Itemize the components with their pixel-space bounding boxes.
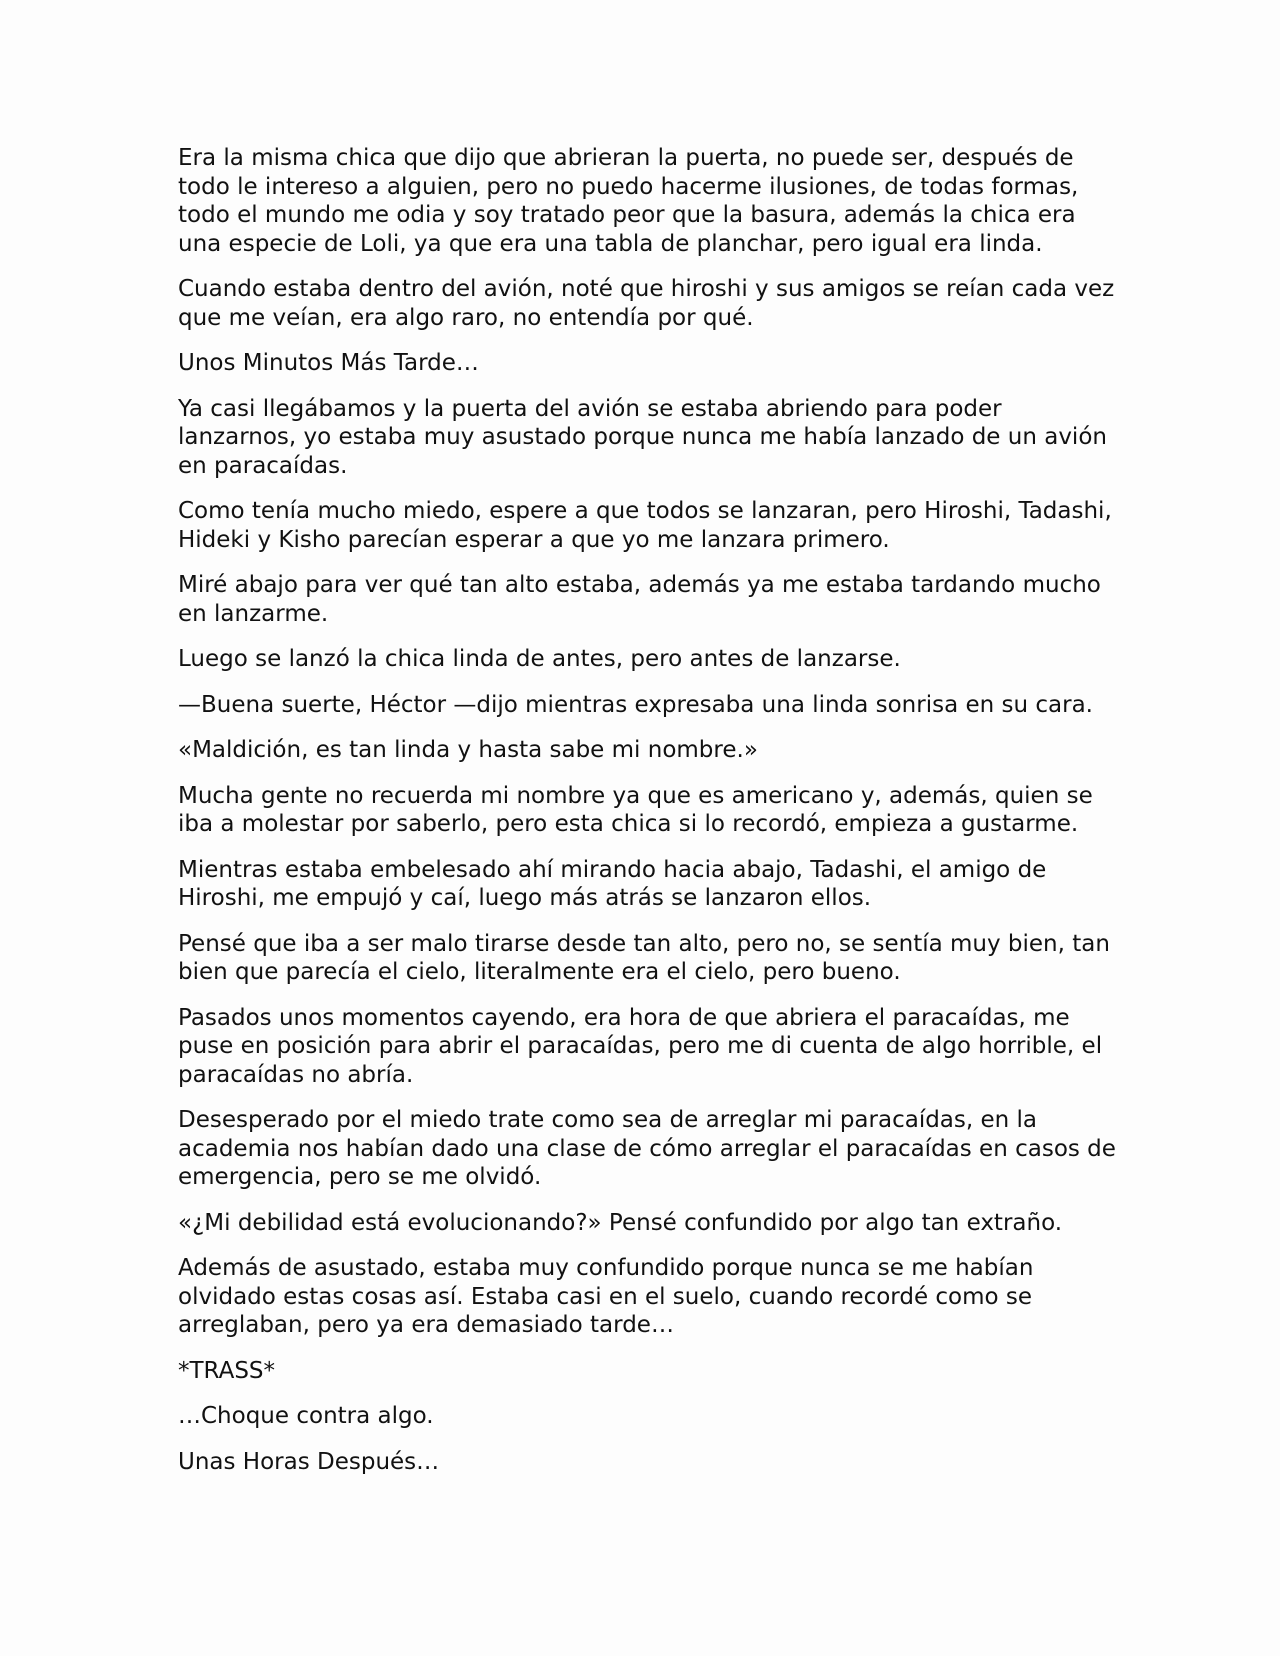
dialogue-line: —Buena suerte, Héctor —dijo mientras expresaba una linda sonrisa en su cara. xyxy=(178,691,1093,718)
sound-effect: *TRASS* xyxy=(178,1357,276,1384)
paragraph: Luego se lanzó la chica linda de antes, pero antes de lanzarse. xyxy=(178,646,901,672)
scene-break-heading: Unas Horas Después… xyxy=(178,1448,440,1475)
inner-thought: «¿Mi debilidad está evolucionando?» Pensé confundido por algo tan extraño. xyxy=(178,1209,1063,1236)
paragraph: Además de asustado, estaba muy confundido porque nunca se me habían olvidado estas cosas así. Estaba casi en el suelo, cuando recordé como se arreglaban, pero ya era demasiado tarde… xyxy=(178,1255,1034,1338)
paragraph: …Choque contra algo. xyxy=(178,1403,434,1429)
paragraph: Como tenía mucho miedo, espere a que todos se lanzaran, pero Hiroshi, Tadashi, Hideki y Kisho parecían esperar a que yo me lanzara primero. xyxy=(178,498,1112,553)
inner-thought: «Maldición, es tan linda y hasta sabe mi nombre.» xyxy=(178,737,758,763)
scene-break-heading: Unos Minutos Más Tarde… xyxy=(178,350,479,376)
paragraph: Mientras estaba embelesado ahí mirando hacia abajo, Tadashi, el amigo de Hiroshi, me empujó y caí, luego más atrás se lanzaron ellos. xyxy=(178,856,1047,911)
paragraph: Mucha gente no recuerda mi nombre ya que es americano y, además, quien se iba a molestar por saberlo, pero esta chica si lo recordó, empieza a gustarme. xyxy=(178,782,1093,837)
paragraph: Ya casi llegábamos y la puerta del avión se estaba abriendo para poder lanzarnos, yo estaba muy asustado porque nunca me había lanzado de un avión en paracaídas. xyxy=(178,395,1107,479)
paragraph: Pasados unos momentos cayendo, era hora de que abriera el paracaídas, me puse en posición para abrir el paracaídas, pero me di cuenta de algo horrible, el paracaídas no abría. xyxy=(178,1004,1103,1088)
paragraph: Pensé que iba a ser malo tirarse desde tan alto, pero no, se sentía muy bien, tan bien que parecía el cielo, literalmente era el cielo, pero bueno. xyxy=(178,930,1110,985)
paragraph: Desesperado por el miedo trate como sea de arreglar mi paracaídas, en la academia nos habían dado una clase de cómo arreglar el paracaídas en casos de emergencia, pero se me olvidó. xyxy=(178,1107,1116,1190)
paragraph: Cuando estaba dentro del avión, noté que hiroshi y sus amigos se reían cada vez que me veían, era algo raro, no entendía por qué. xyxy=(178,276,1115,331)
paragraph: Era la misma chica que dijo que abrieran la puerta, no puede ser, después de todo le intereso a alguien, pero no puedo hacerme ilusiones, de todas formas, todo el mundo me odia y soy tratado peor que la basura, además la chica era una especie de Loli, ya que era una tabla de planchar, pero igual era linda. xyxy=(178,145,1079,257)
paragraph: Miré abajo para ver qué tan alto estaba, además ya me estaba tardando mucho en lanzarme. xyxy=(178,572,1101,627)
document-body xyxy=(178,144,1118,1493)
